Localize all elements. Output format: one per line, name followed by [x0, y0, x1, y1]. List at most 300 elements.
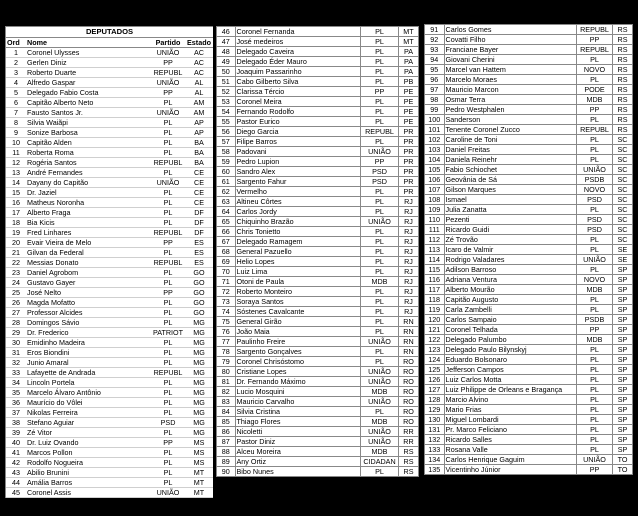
- cell-estado: SP: [613, 435, 633, 445]
- cell-nome: Mauricio Carvalho: [235, 397, 361, 407]
- table-row: [425, 115, 633, 125]
- cell-num: 99: [425, 105, 444, 115]
- cell-partido: PL: [577, 265, 613, 275]
- cell-estado: MT: [193, 478, 205, 487]
- cell-estado: SC: [613, 145, 633, 155]
- cell-num: 72: [217, 287, 235, 297]
- cell-estado: AL: [194, 88, 204, 97]
- cell-num: 14: [12, 178, 20, 187]
- cell-partido: PL: [361, 187, 399, 197]
- cell-num: 33: [12, 368, 20, 377]
- cell-nome: Rodrigo Valadares: [444, 255, 577, 265]
- cell-estado: RJ: [399, 257, 419, 267]
- cell-nome: Dr. Frederico: [27, 328, 69, 337]
- cell-partido: PL: [163, 358, 173, 367]
- cell-estado: TO: [613, 465, 633, 475]
- table-row: [6, 308, 213, 318]
- cell-partido: PL: [163, 468, 173, 477]
- cell-partido: PL: [163, 398, 173, 407]
- cell-nome: Mauricio Marcon: [444, 85, 577, 95]
- cell-partido: UNIÃO: [577, 255, 613, 265]
- cell-partido: PL: [361, 37, 399, 47]
- cell-num: 64: [217, 207, 235, 217]
- cell-num: 59: [217, 157, 235, 167]
- table-row: [425, 465, 633, 475]
- cell-nome: Delegado Éder Mauro: [235, 57, 361, 67]
- cell-nome: Nicoletti: [235, 427, 361, 437]
- table-row: [217, 227, 419, 237]
- cell-estado: MG: [193, 398, 205, 407]
- cell-num: 108: [425, 195, 444, 205]
- cell-nome: Delegado Fabio Costa: [27, 88, 99, 97]
- cell-num: 11: [12, 148, 20, 157]
- cell-partido: PL: [361, 247, 399, 257]
- table-row: [217, 57, 419, 67]
- cell-num: 98: [425, 95, 444, 105]
- cell-num: 32: [12, 358, 20, 367]
- table-row: [425, 345, 633, 355]
- cell-estado: SP: [613, 325, 633, 335]
- cell-num: 124: [425, 355, 444, 365]
- cell-nome: Coronel Telhada: [444, 325, 577, 335]
- cell-estado: PE: [399, 87, 419, 97]
- cell-num: 22: [12, 258, 20, 267]
- cell-nome: Ricardo Salles: [444, 435, 577, 445]
- cell-estado: AC: [194, 68, 204, 77]
- table-row: [217, 157, 419, 167]
- table-row: [6, 318, 213, 328]
- cell-num: 83: [217, 397, 235, 407]
- cell-nome: Stefano Aguiar: [27, 418, 75, 427]
- cell-estado: RO: [399, 387, 419, 397]
- table-row: [6, 128, 213, 138]
- cell-partido: PP: [361, 157, 399, 167]
- deputies-table: [217, 27, 419, 477]
- cell-partido: PL: [577, 305, 613, 315]
- cell-nome: Fernando Rodolfo: [235, 107, 361, 117]
- cell-estado: BA: [194, 138, 204, 147]
- cell-partido: PL: [577, 245, 613, 255]
- table-row: [217, 317, 419, 327]
- cell-num: 131: [425, 425, 444, 435]
- cell-estado: SP: [613, 425, 633, 435]
- header-ord: Ord: [6, 38, 26, 48]
- cell-estado: MG: [193, 368, 205, 377]
- cell-partido: PL: [361, 137, 399, 147]
- cell-partido: REPUBL: [153, 68, 183, 77]
- cell-nome: Marcel van Hattem: [444, 65, 577, 75]
- table-row: [6, 268, 213, 278]
- cell-estado: MS: [193, 438, 205, 447]
- cell-num: 134: [425, 455, 444, 465]
- cell-num: 30: [12, 338, 20, 347]
- cell-estado: SP: [613, 385, 633, 395]
- cell-partido: PSD: [577, 225, 613, 235]
- cell-partido: PL: [361, 257, 399, 267]
- cell-estado: AL: [194, 78, 204, 87]
- cell-nome: Coronel Fernanda: [235, 27, 361, 37]
- table-row: [425, 175, 633, 185]
- cell-nome: Dayany do Capitão: [27, 178, 89, 187]
- cell-estado: SP: [613, 285, 633, 295]
- cell-nome: Dr. Luiz Ovando: [27, 438, 79, 447]
- deputies-table: [6, 27, 213, 498]
- cell-num: 25: [12, 288, 20, 297]
- deputies-table-column-1: [5, 26, 213, 498]
- cell-nome: Junio Amaral: [27, 358, 69, 367]
- cell-partido: PP: [163, 88, 173, 97]
- cell-partido: PL: [361, 267, 399, 277]
- cell-estado: SE: [613, 245, 633, 255]
- table-row: [217, 277, 419, 287]
- cell-partido: PL: [361, 197, 399, 207]
- cell-estado: SP: [613, 415, 633, 425]
- table-row: [217, 417, 419, 427]
- cell-num: 35: [12, 388, 20, 397]
- cell-num: 95: [425, 65, 444, 75]
- table-row: [6, 168, 213, 178]
- cell-num: 76: [217, 327, 235, 337]
- cell-estado: RJ: [399, 237, 419, 247]
- cell-partido: PL: [577, 55, 613, 65]
- table-row: [425, 245, 633, 255]
- cell-partido: PL: [163, 138, 173, 147]
- cell-partido: PATRIOT: [152, 328, 184, 337]
- table-row: [6, 468, 213, 478]
- cell-nome: Mario Frias: [444, 405, 577, 415]
- cell-nome: José medeiros: [235, 37, 361, 47]
- cell-num: 36: [12, 398, 20, 407]
- cell-estado: RS: [613, 45, 633, 55]
- cell-nome: Helio Lopes: [235, 257, 361, 267]
- cell-nome: Cabo Gilberto Silva: [235, 77, 361, 87]
- cell-num: 17: [12, 208, 20, 217]
- table-row: [425, 425, 633, 435]
- cell-estado: SC: [613, 225, 633, 235]
- table-row: [217, 327, 419, 337]
- cell-partido: PL: [163, 318, 173, 327]
- cell-partido: PL: [361, 67, 399, 77]
- cell-partido: PL: [361, 327, 399, 337]
- cell-estado: SC: [613, 135, 633, 145]
- cell-nome: Coronel Ulysses: [27, 48, 80, 57]
- cell-nome: Clarissa Tércio: [235, 87, 361, 97]
- cell-num: 90: [217, 467, 235, 477]
- cell-estado: RS: [613, 95, 633, 105]
- table-row: [217, 87, 419, 97]
- cell-nome: Sonize Barbosa: [27, 128, 78, 137]
- cell-nome: Rogéria Santos: [27, 158, 77, 167]
- cell-nome: Adilson Barroso: [444, 265, 577, 275]
- cell-partido: PL: [361, 227, 399, 237]
- cell-nome: Alfredo Gaspar: [27, 78, 76, 87]
- cell-partido: PL: [577, 395, 613, 405]
- cell-nome: Pr. Marco Feliciano: [444, 425, 577, 435]
- cell-nome: General Girão: [235, 317, 361, 327]
- cell-num: 18: [12, 218, 20, 227]
- cell-partido: NOVO: [577, 275, 613, 285]
- table-row: [425, 295, 633, 305]
- table-row: [217, 117, 419, 127]
- cell-partido: PL: [577, 425, 613, 435]
- cell-partido: PL: [361, 97, 399, 107]
- table-row: [6, 148, 213, 158]
- table-body: [217, 27, 419, 477]
- table-row: [217, 47, 419, 57]
- cell-num: 65: [217, 217, 235, 227]
- cell-estado: MG: [193, 378, 205, 387]
- cell-estado: MG: [193, 418, 205, 427]
- cell-nome: Coronel Assis: [27, 488, 71, 497]
- cell-nome: Evair Vieira de Melo: [27, 238, 92, 247]
- cell-estado: RJ: [399, 217, 419, 227]
- cell-nome: Roberto Monteiro: [235, 287, 361, 297]
- cell-num: 111: [425, 225, 444, 235]
- cell-num: 68: [217, 247, 235, 257]
- table-row: [217, 217, 419, 227]
- cell-partido: UNIÃO: [361, 147, 399, 157]
- table-row: [6, 68, 213, 78]
- cell-partido: PL: [163, 118, 173, 127]
- cell-estado: SC: [613, 235, 633, 245]
- cell-partido: PL: [163, 128, 173, 137]
- cell-num: 132: [425, 435, 444, 445]
- table-row: [217, 137, 419, 147]
- table-row: [217, 37, 419, 47]
- cell-estado: SC: [613, 155, 633, 165]
- cell-nome: Marcos Pollon: [27, 448, 73, 457]
- cell-partido: PL: [163, 308, 173, 317]
- cell-partido: PL: [361, 237, 399, 247]
- cell-estado: MG: [193, 338, 205, 347]
- cell-nome: Pastor Eurico: [235, 117, 361, 127]
- cell-estado: RJ: [399, 307, 419, 317]
- cell-num: 79: [217, 357, 235, 367]
- table-row: [6, 298, 213, 308]
- cell-nome: Any Ortiz: [235, 457, 361, 467]
- cell-num: 40: [12, 438, 20, 447]
- table-row: [425, 235, 633, 245]
- table-row: [6, 178, 213, 188]
- cell-partido: PL: [163, 168, 173, 177]
- cell-nome: Caroline de Toni: [444, 135, 577, 145]
- cell-estado: RS: [613, 65, 633, 75]
- cell-num: 116: [425, 275, 444, 285]
- table-row: [6, 278, 213, 288]
- cell-nome: Rosana Valle: [444, 445, 577, 455]
- cell-num: 41: [12, 448, 20, 457]
- cell-num: 66: [217, 227, 235, 237]
- table-row: [217, 437, 419, 447]
- cell-estado: SC: [613, 195, 633, 205]
- cell-estado: MG: [193, 348, 205, 357]
- cell-estado: PR: [399, 137, 419, 147]
- cell-partido: PL: [577, 145, 613, 155]
- cell-estado: DF: [194, 208, 204, 217]
- cell-partido: PL: [577, 205, 613, 215]
- table-row: [6, 488, 213, 498]
- cell-partido: PP: [163, 238, 173, 247]
- table-row: [6, 58, 213, 68]
- cell-partido: PODE: [577, 85, 613, 95]
- table-row: [217, 467, 419, 477]
- cell-partido: UNIÃO: [361, 437, 399, 447]
- cell-partido: MDB: [361, 277, 399, 287]
- cell-partido: PSD: [577, 195, 613, 205]
- cell-partido: REPUBL: [153, 228, 183, 237]
- table-row: [425, 125, 633, 135]
- cell-nome: General Pazuello: [235, 247, 361, 257]
- cell-estado: PE: [399, 117, 419, 127]
- cell-partido: UNIÃO: [156, 108, 180, 117]
- table-row: [6, 408, 213, 418]
- cell-nome: José Nelto: [27, 288, 61, 297]
- cell-nome: Diego Garcia: [235, 127, 361, 137]
- cell-nome: Gilvan da Federal: [27, 248, 84, 257]
- cell-partido: UNIÃO: [156, 78, 180, 87]
- cell-partido: PL: [163, 478, 173, 487]
- cell-partido: PL: [361, 107, 399, 117]
- cell-num: 58: [217, 147, 235, 157]
- table-row: [425, 225, 633, 235]
- table-row: [217, 367, 419, 377]
- cell-num: 67: [217, 237, 235, 247]
- cell-num: 85: [217, 417, 235, 427]
- cell-nome: Jefferson Campos: [444, 365, 577, 375]
- table-row: [425, 385, 633, 395]
- cell-num: 122: [425, 335, 444, 345]
- cell-partido: PP: [163, 438, 173, 447]
- cell-num: 28: [12, 318, 20, 327]
- cell-partido: UNIÃO: [361, 377, 399, 387]
- cell-num: 102: [425, 135, 444, 145]
- cell-partido: PL: [577, 345, 613, 355]
- cell-num: 121: [425, 325, 444, 335]
- cell-num: 106: [425, 175, 444, 185]
- table-row: [425, 165, 633, 175]
- cell-estado: ES: [194, 248, 204, 257]
- cell-estado: GO: [193, 278, 205, 287]
- cell-nome: Adriana Ventura: [444, 275, 577, 285]
- table-row: [6, 228, 213, 238]
- table-row: [217, 287, 419, 297]
- cell-partido: PP: [163, 58, 173, 67]
- table-row: [217, 357, 419, 367]
- table-row: [6, 158, 213, 168]
- cell-nome: Pedro Lupion: [235, 157, 361, 167]
- cell-estado: SC: [613, 215, 633, 225]
- cell-nome: Vicentinho Júnior: [444, 465, 577, 475]
- cell-nome: Capitão Alden: [27, 138, 72, 147]
- cell-estado: PE: [399, 107, 419, 117]
- cell-estado: RN: [399, 327, 419, 337]
- cell-partido: PL: [361, 27, 399, 37]
- cell-partido: PP: [577, 465, 613, 475]
- cell-num: 100: [425, 115, 444, 125]
- table-row: [217, 77, 419, 87]
- cell-num: 114: [425, 255, 444, 265]
- table-row: [6, 218, 213, 228]
- cell-num: 109: [425, 205, 444, 215]
- cell-nome: Sanderson: [444, 115, 577, 125]
- cell-nome: Capitão Augusto: [444, 295, 577, 305]
- table-row: [6, 378, 213, 388]
- cell-estado: RR: [399, 427, 419, 437]
- cell-num: 12: [12, 158, 20, 167]
- cell-partido: PL: [361, 47, 399, 57]
- cell-num: 55: [217, 117, 235, 127]
- cell-estado: SP: [613, 315, 633, 325]
- table-row: [425, 365, 633, 375]
- cell-estado: PR: [399, 157, 419, 167]
- cell-nome: Pezenti: [444, 215, 577, 225]
- cell-nome: Lincoln Portela: [27, 378, 75, 387]
- cell-partido: PL: [577, 235, 613, 245]
- table-row: [425, 135, 633, 145]
- cell-nome: Franciane Bayer: [444, 45, 577, 55]
- cell-estado: DF: [194, 228, 204, 237]
- cell-estado: PA: [399, 57, 419, 67]
- cell-num: 110: [425, 215, 444, 225]
- cell-partido: MDB: [577, 285, 613, 295]
- cell-nome: Filipe Barros: [235, 137, 361, 147]
- cell-nome: Osmar Terra: [444, 95, 577, 105]
- cell-nome: Cristiane Lopes: [235, 367, 361, 377]
- cell-nome: Gustavo Gayer: [27, 278, 76, 287]
- cell-estado: SP: [613, 335, 633, 345]
- cell-nome: Abilio Brunini: [27, 468, 69, 477]
- cell-partido: PSD: [577, 215, 613, 225]
- cell-estado: MT: [399, 27, 419, 37]
- cell-estado: RS: [613, 35, 633, 45]
- cell-num: 88: [217, 447, 235, 457]
- cell-estado: CE: [194, 198, 204, 207]
- cell-partido: PL: [577, 355, 613, 365]
- cell-estado: MG: [193, 428, 205, 437]
- cell-partido: PL: [577, 405, 613, 415]
- cell-estado: RO: [399, 397, 419, 407]
- cell-num: 73: [217, 297, 235, 307]
- table-row: [425, 335, 633, 345]
- cell-estado: CE: [194, 168, 204, 177]
- cell-partido: UNIÃO: [361, 397, 399, 407]
- cell-num: 51: [217, 77, 235, 87]
- cell-num: 93: [425, 45, 444, 55]
- cell-estado: RO: [399, 417, 419, 427]
- table-row: [217, 187, 419, 197]
- cell-num: 21: [12, 248, 20, 257]
- cell-nome: Emidinho Madeira: [27, 338, 85, 347]
- cell-estado: SP: [613, 275, 633, 285]
- cell-num: 4: [14, 78, 18, 87]
- table-row: [6, 258, 213, 268]
- cell-num: 69: [217, 257, 235, 267]
- cell-estado: GO: [193, 308, 205, 317]
- cell-estado: AP: [194, 128, 204, 137]
- table-row: [6, 478, 213, 488]
- cell-partido: PL: [163, 208, 173, 217]
- cell-num: 81: [217, 377, 235, 387]
- cell-nome: Marcelo Moraes: [444, 75, 577, 85]
- cell-estado: RS: [613, 55, 633, 65]
- table-row: [217, 307, 419, 317]
- cell-num: 104: [425, 155, 444, 165]
- cell-partido: PL: [163, 248, 173, 257]
- cell-partido: PL: [361, 467, 399, 477]
- header-nome: Nome: [26, 38, 151, 48]
- cell-num: 123: [425, 345, 444, 355]
- cell-num: 75: [217, 317, 235, 327]
